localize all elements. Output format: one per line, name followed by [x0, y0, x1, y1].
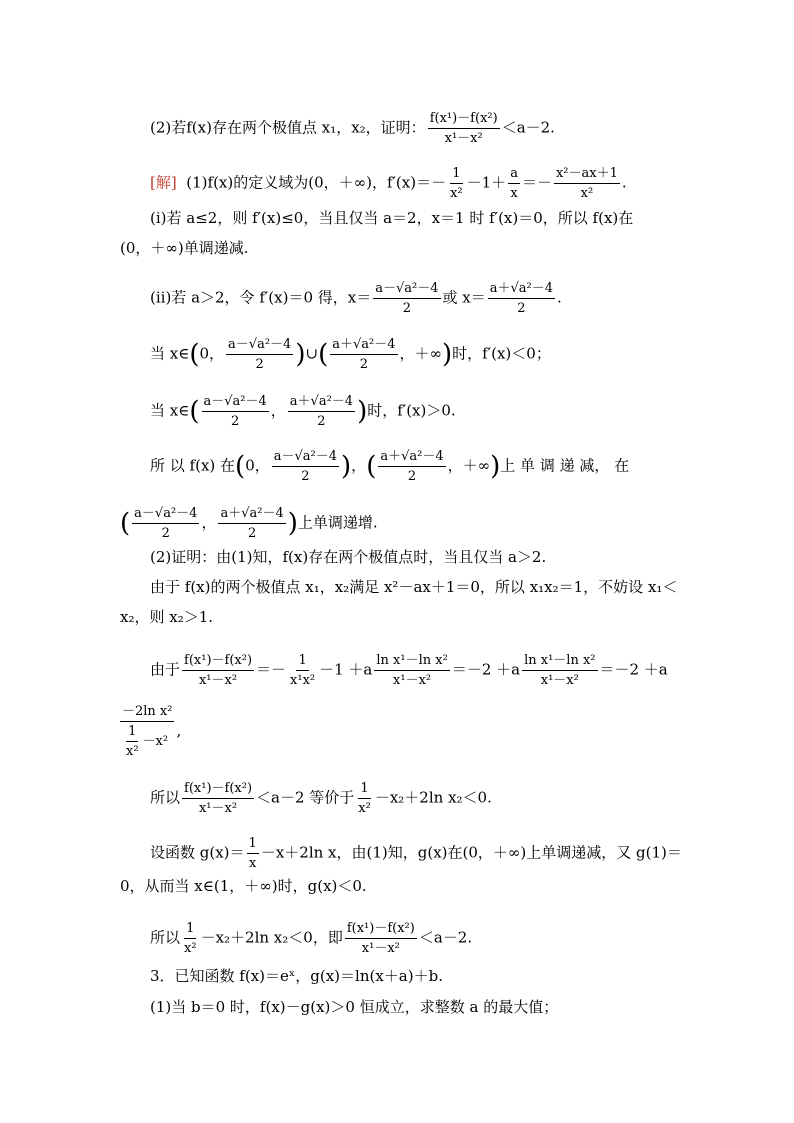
case1-line2: (0，＋∞)单调递减. — [120, 239, 249, 257]
case2-line: (ⅱ)若 a＞2，令 f′(x)＝0 得，x＝ $\frac{\text{a－√a²－4}}{2}$ 或 x＝ $\frac{\text{a＋√a²－4}}{2}$ . — [150, 281, 562, 316]
proof-equation-continuation: －2ln x² $\frac{1}{\text{x²}}$ －x² , — [122, 704, 182, 759]
proof-line3: x₂，则 x₂＞1. — [120, 608, 214, 626]
equivalence-line: 所以 $\frac{\text{f(x¹)－f(x²)}}{\text{x¹－x²}}$ ＜a－2 等价于 $\frac{1}{\text{x²}}$ －x₂＋2ln x₂＜0. — [150, 781, 492, 816]
proof-line2: 由于 f(x)的两个极值点 x₁，x₂满足 x²－ax＋1＝0，所以 x₁x₂＝1，不妨设 x₁＜ — [150, 578, 678, 596]
function-g-line: 设函数 g(x)＝ $\frac{1}{x}$ －x＋2ln x，由(1)知，g(x)在(0，＋∞)上单调递减，又 g(1)＝ — [150, 836, 682, 871]
monotonic-summary-line2: ( $\frac{\text{a－√a²－4}}{2}$ ， $\frac{\text{a＋√a²－4}}{2}$ )上单调递增. — [120, 506, 378, 541]
solution-tag: [解] — [150, 173, 177, 192]
question-3: 3．已知函数 f(x)＝eˣ，g(x)＝ln(x＋a)＋b. — [150, 967, 443, 985]
case1-line1: (ⅰ)若 a≤2，则 f′(x)≤0，当且仅当 a＝2，x＝1 时 f′(x)＝0，所以 f(x)在 — [150, 209, 634, 227]
proof-equation-line: 由于 $\frac{\text{f(x¹)－f(x²)}}{\text{x¹－x²}}$ ＝－ $\frac{1}{\text{x¹x²}}$ －1 ＋a $\frac{\text{ln x¹－ln x²}}{\text{x¹－x²}}$ ＝－2 ＋a $\frac{\text{ln x¹－ln x²}}{\text{x¹－x²}}$ ＝－2 ＋a — [150, 653, 668, 688]
question-3-part1: (1)当 b＝0 时，f(x)－g(x)＞0 恒成立，求整数 a 的最大值； — [150, 998, 559, 1016]
function-g-line2: 0，从而当 x∈(1，＋∞)时，g(x)＜0. — [120, 877, 367, 895]
monotonic-summary-line1: 所 以 f(x) 在(0， $\frac{\text{a－√a²－4}}{2}$ )，( $\frac{\text{a＋√a²－4}}{2}$ ，＋∞)上 单 调 递 减， 在 — [150, 449, 630, 484]
conclusion-line: 所以 $\frac{1}{\text{x²}}$ －x₂＋2ln x₂＜0，即 $\frac{\text{f(x¹)－f(x²)}}{\text{x¹－x²}}$ ＜a－2. — [150, 921, 473, 956]
interval-decreasing-line: 当 x∈(0， $\frac{\text{a－√a²－4}}{2}$ )∪( $\frac{\text{a＋√a²－4}}{2}$ ，＋∞)时，f′(x)＜0； — [150, 337, 551, 372]
interval-increasing-line: 当 x∈( $\frac{\text{a－√a²－4}}{2}$ ， $\frac{\text{a＋√a²－4}}{2}$ )时，f′(x)＞0. — [150, 394, 456, 429]
proof-line1: (2)证明：由(1)知，f(x)存在两个极值点时，当且仅当 a＞2. — [150, 548, 547, 566]
question-2: (2)若f(x)存在两个极值点 x₁，x₂，证明： $\frac{\text{f(x¹)－f(x²)}}{\text{x¹－x²}}$ ＜a－2. — [150, 111, 555, 146]
solution-line: [解] (1)f(x)的定义域为(0，＋∞)，f′(x)＝－ $\frac{1}{\text{x²}}$ －1＋ $\frac{a}{x}$ ＝－ $\frac{\text{x²－ax＋1}}{\text{x²}}$ . — [150, 166, 627, 201]
